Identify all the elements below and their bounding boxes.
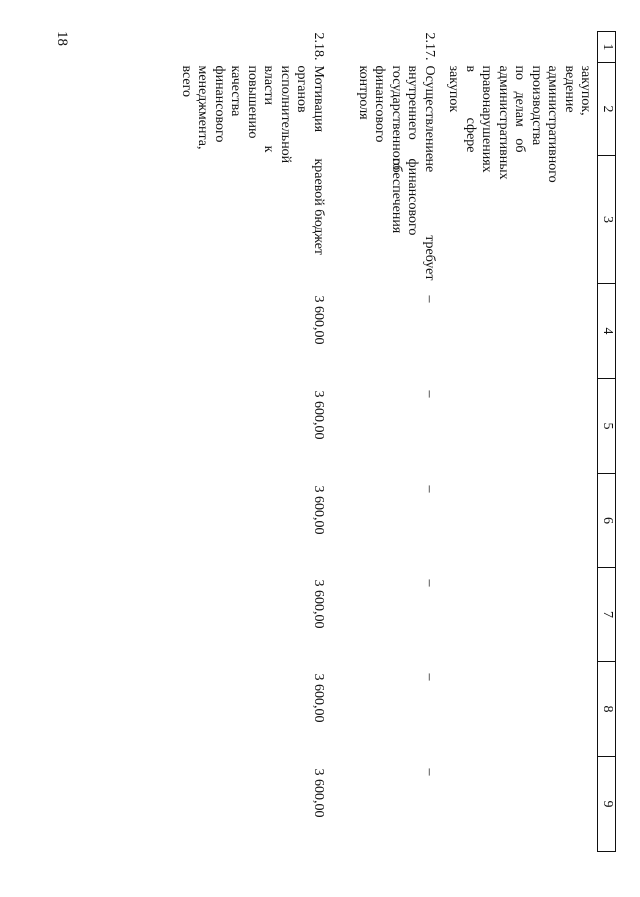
value-cell	[445, 757, 598, 852]
value-cell: 3 600,00	[311, 295, 326, 345]
header-cell: 3	[598, 156, 616, 284]
header-cell: 6	[598, 474, 616, 568]
header-cell: 5	[598, 379, 616, 474]
value-cell: 3 600,00	[311, 579, 326, 629]
table-row	[178, 32, 335, 852]
header-cell: 7	[598, 568, 616, 662]
funding-source: не требует финансового обеспечения	[389, 158, 437, 281]
value-cell: –	[422, 673, 437, 681]
activity-name: закупок, ведение административного производства по делам об административных правонарушениях в сфере закупок	[446, 65, 594, 183]
value-cell: –	[422, 485, 437, 493]
page-number: 18	[54, 31, 70, 46]
value-cell: 3 600,00	[311, 390, 326, 440]
value-cell: –	[422, 390, 437, 398]
header-cell: 4	[598, 284, 616, 379]
value-cell: 3 600,00	[311, 485, 326, 535]
rotated-page	[116, 31, 616, 851]
header-row	[598, 32, 616, 852]
value-cell: 3 600,00	[311, 768, 326, 818]
table-row	[334, 32, 445, 852]
row-number: 2.17.	[422, 32, 437, 61]
value-cell	[445, 662, 598, 757]
activity-name: Мотивация органов исполнительной власти к повышению качества финансового менеджмента, всего	[179, 65, 326, 164]
header-cell: 2	[598, 63, 616, 156]
header-cell: 8	[598, 662, 616, 757]
row-number	[445, 32, 598, 63]
value-cell: 3 600,00	[311, 673, 326, 723]
funding-source: краевой бюджет	[311, 158, 326, 256]
row-number: 2.18.	[311, 32, 326, 61]
value-cell	[445, 379, 598, 474]
activity-name: Осуществление внутреннего государственного финансового контроля	[356, 65, 437, 171]
value-cell	[445, 474, 598, 568]
table-row	[445, 32, 598, 852]
value-cell	[445, 284, 598, 379]
value-cell: –	[422, 768, 437, 776]
header-cell: 1	[598, 32, 616, 63]
value-cell: –	[422, 295, 437, 303]
value-cell	[445, 568, 598, 662]
header-cell: 9	[598, 757, 616, 852]
funding-source	[445, 156, 598, 284]
value-cell: –	[422, 579, 437, 587]
program-table	[178, 31, 617, 852]
